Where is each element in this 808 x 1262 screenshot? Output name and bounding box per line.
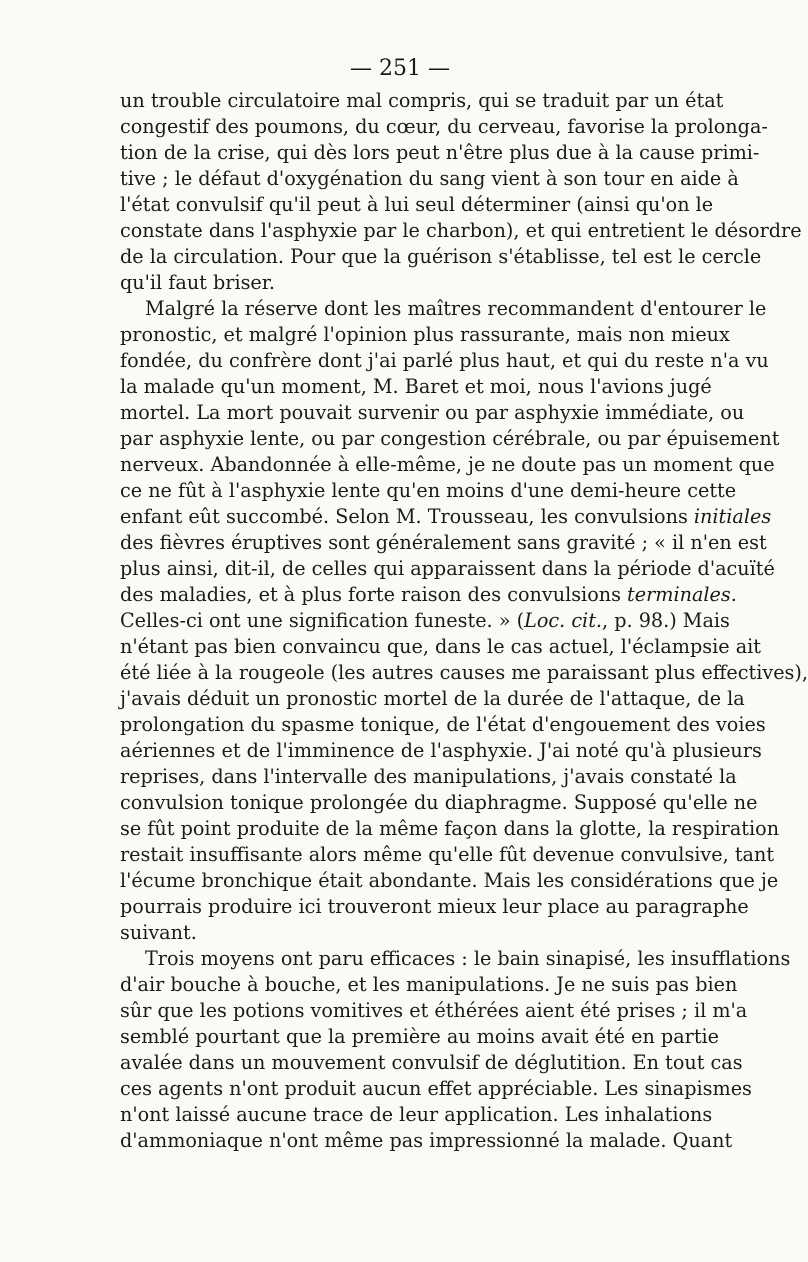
text-line: tive ; le défaut d'oxygénation du sang vient à son tour en aide à	[120, 167, 739, 190]
text-line: sûr que les potions vomitives et éthérées aient été prises ; il m'a	[120, 999, 748, 1022]
text-line: reprises, dans l'intervalle des manipulations, j'avais constaté la	[120, 765, 737, 788]
text-line: un trouble circulatoire mal compris, qui se traduit par un état	[120, 89, 724, 112]
text-line: enfant eût succombé. Selon M. Trousseau, les convulsions initiales	[120, 505, 772, 528]
text-line: n'ont laissé aucune trace de leur application. Les inhalations	[120, 1103, 713, 1126]
text-line: fondée, du confrère dont j'ai parlé plus haut, et qui du reste n'a vu	[120, 349, 769, 372]
text-line: ces agents n'ont produit aucun effet appréciable. Les sinapismes	[120, 1077, 752, 1100]
text-line: d'air bouche à bouche, et les manipulations. Je ne suis pas bien	[120, 973, 738, 996]
text-line: nerveux. Abandonnée à elle-même, je ne doute pas un moment que	[120, 453, 775, 476]
text-line: mortel. La mort pouvait survenir ou par asphyxie immédiate, ou	[120, 401, 745, 424]
text-line: aériennes et de l'imminence de l'asphyxie. J'ai noté qu'à plusieurs	[120, 739, 762, 762]
text-line: été liée à la rougeole (les autres causes me paraissant plus effectives),	[120, 661, 808, 684]
text-line: n'étant pas bien convaincu que, dans le cas actuel, l'éclampsie ait	[120, 635, 762, 658]
text-line: prolongation du spasme tonique, de l'état d'engouement des voies	[120, 713, 766, 736]
text-line: plus ainsi, dit-il, de celles qui apparaissent dans la période d'acuïté	[120, 557, 775, 580]
text-line: semblé pourtant que la première au moins avait été en partie	[120, 1025, 720, 1048]
text-line: suivant.	[120, 921, 197, 944]
text-line: des fièvres éruptives sont généralement sans gravité ; « il n'en est	[120, 531, 767, 554]
text-line: la malade qu'un moment, M. Baret et moi, nous l'avions jugé	[120, 375, 712, 398]
text-line: qu'il faut briser.	[120, 271, 275, 294]
text-line: l'état convulsif qu'il peut à lui seul déterminer (ainsi qu'on le	[120, 193, 714, 216]
text-line: Malgré la réserve dont les maîtres recommandent d'entourer le	[145, 297, 767, 320]
text-line: restait insuffisante alors même qu'elle fût devenue convulsive, tant	[120, 843, 775, 866]
text-line: pronostic, et malgré l'opinion plus rassurante, mais non mieux	[120, 323, 730, 346]
text-line: Celles-ci ont une signification funeste. » (Loc. cit., p. 98.) Mais	[120, 609, 730, 632]
text-line: constate dans l'asphyxie par le charbon), et qui entretient le désordre	[120, 219, 802, 242]
text-line: congestif des poumons, du cœur, du cerveau, favorise la prolonga-	[120, 115, 768, 138]
text-line: Trois moyens ont paru efficaces : le bain sinapisé, les insufflations	[145, 947, 791, 970]
text-line: ce ne fût à l'asphyxie lente qu'en moins d'une demi-heure cette	[120, 479, 737, 502]
text-line: convulsion tonique prolongée du diaphragme. Supposé qu'elle ne	[120, 791, 758, 814]
text-line: des maladies, et à plus forte raison des convulsions terminales.	[120, 583, 737, 606]
text-line: de la circulation. Pour que la guérison s'établisse, tel est le cercle	[120, 245, 762, 268]
text-line: pourrais produire ici trouveront mieux leur place au paragraphe	[120, 895, 749, 918]
text-line: se fût point produite de la même façon dans la glotte, la respiration	[120, 817, 780, 840]
page-number: — 251 —	[350, 56, 450, 81]
text-line: tion de la crise, qui dès lors peut n'être plus due à la cause primi-	[120, 141, 760, 164]
text-line: j'avais déduit un pronostic mortel de la durée de l'attaque, de la	[120, 687, 745, 710]
text-line: avalée dans un mouvement convulsif de déglutition. En tout cas	[120, 1051, 743, 1074]
text-line: d'ammoniaque n'ont même pas impressionné la malade. Quant	[120, 1129, 733, 1152]
text-line: par asphyxie lente, ou par congestion cérébrale, ou par épuisement	[120, 427, 780, 450]
text-line: l'écume bronchique était abondante. Mais les considérations que je	[120, 869, 779, 892]
